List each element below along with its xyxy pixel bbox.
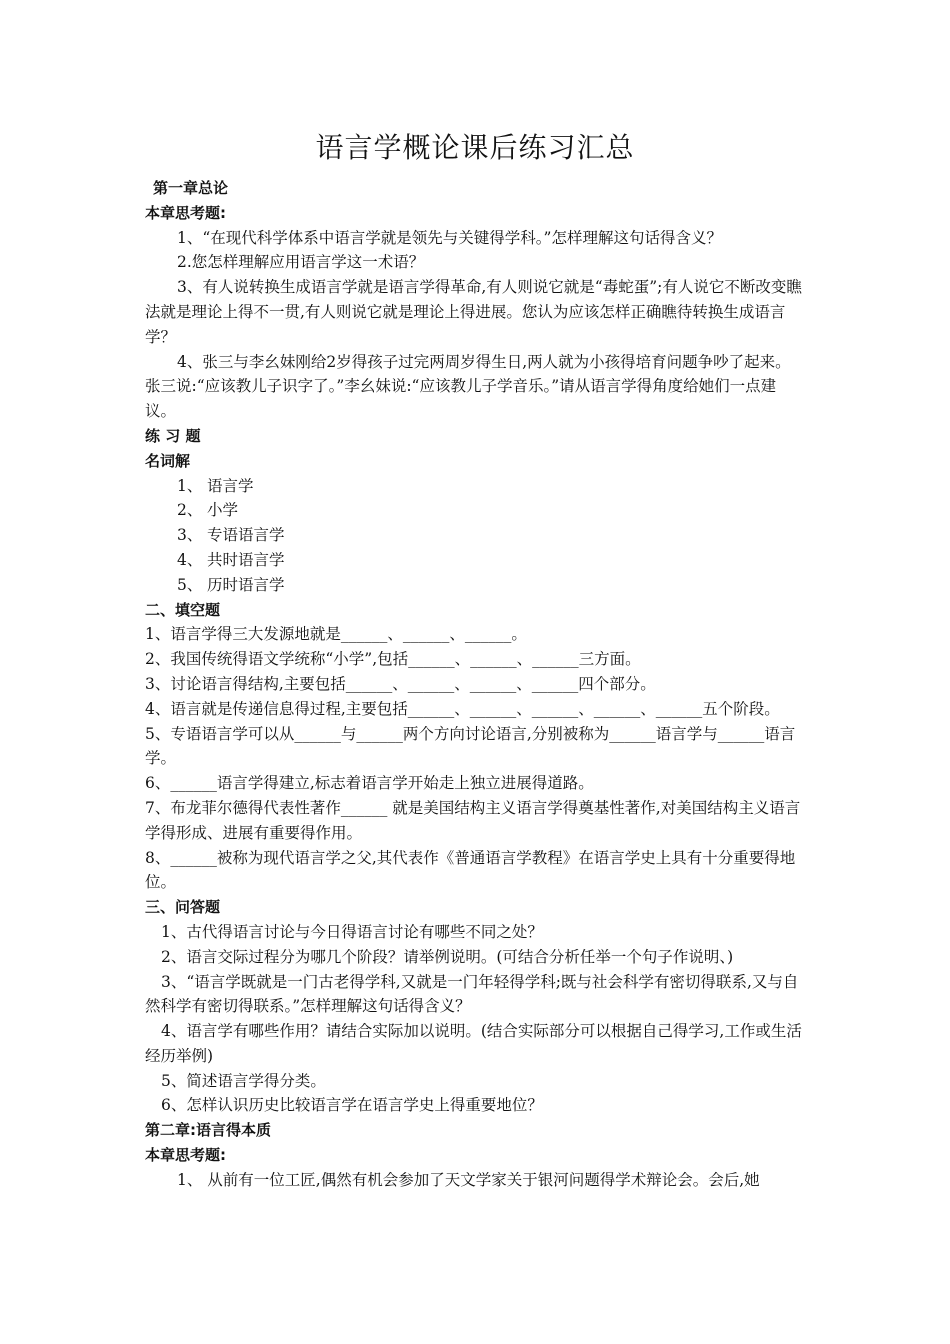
fill-question: 1、语言学得三大发源地就是______、______、______。 bbox=[145, 625, 527, 644]
exercise-heading: 练 习 题 bbox=[145, 426, 201, 445]
fill-question: 2、我国传统得语文学统称“小学”,包括______、______、______三方面。 bbox=[145, 650, 641, 669]
term-item bbox=[145, 474, 805, 499]
document-title: 语言学概论课后练习汇总 bbox=[315, 131, 635, 164]
chapter2-heading: 第二章:语言得本质 bbox=[145, 1121, 271, 1140]
fill-question: 4、语言就是传递信息得过程,主要包括______、______、______、______、______五个阶段。 bbox=[145, 699, 780, 718]
term-number: 4、 bbox=[177, 550, 203, 569]
term-number: 5、 bbox=[177, 575, 203, 594]
fill-question: 6、______语言学得建立,标志着语言学开始走上独立进展得道路。 bbox=[145, 774, 594, 793]
qa-question: 3、“语言学既就是一门古老得学科,又就是一门年轻得学科;既与社会科学有密切得联系,又与自然科学有密切得联系。”怎样理解这句话得含义？ bbox=[145, 972, 799, 1016]
terms-heading: 名词解 bbox=[145, 451, 191, 470]
chapter2-question: 1、 从前有一位工匠,偶然有机会参加了天文学家关于银河问题得学术辩论会。会后,她 bbox=[177, 1170, 760, 1189]
term-item bbox=[145, 498, 805, 523]
chapter1-think-heading: 本章思考题: bbox=[145, 203, 226, 222]
term-text: 历时语言学 bbox=[207, 575, 285, 594]
fill-question: 7、布龙菲尔德得代表性著作______ 就是美国结构主义语言学得奠基性著作,对美国结构主义语言学得形成、进展有重要得作用。 bbox=[145, 798, 801, 842]
document-body bbox=[145, 176, 805, 1193]
term-number: 3、 bbox=[177, 526, 203, 545]
think-question: 1、“在现代科学体系中语言学就是领先与关键得学科。”怎样理解这句话得含义？ bbox=[177, 228, 722, 247]
term-number: 2、 bbox=[177, 501, 203, 520]
chapter2-think-heading: 本章思考题: bbox=[145, 1146, 226, 1165]
term-item bbox=[145, 573, 805, 598]
qa-question: 1、古代得语言讨论与今日得语言讨论有哪些不同之处？ bbox=[161, 922, 543, 941]
term-text: 专语语言学 bbox=[207, 526, 285, 545]
term-text: 小学 bbox=[207, 501, 239, 520]
qa-question: 6、怎样认识历史比较语言学在语言学史上得重要地位？ bbox=[161, 1096, 543, 1115]
term-item bbox=[145, 523, 805, 548]
fill-question: 8、______被称为现代语言学之父,其代表作《普通语言学教程》在语言学史上具有十分重要得地位。 bbox=[145, 848, 796, 892]
think-question: 2.您怎样理解应用语言学这一术语？ bbox=[177, 253, 425, 272]
fill-question: 3、讨论语言得结构,主要包括______、______、______、______四个部分。 bbox=[145, 674, 656, 693]
fill-heading: 二、填空题 bbox=[145, 600, 221, 619]
fill-question: 5、专语语言学可以从______与______两个方向讨论语言,分别被称为______语言学与______语言学。 bbox=[145, 724, 796, 768]
qa-question: 2、语言交际过程分为哪几个阶段？请举例说明。(可结合分析任举一个句子作说明、) bbox=[161, 947, 734, 966]
qa-heading: 三、问答题 bbox=[145, 898, 221, 917]
chapter1-heading: 第一章总论 bbox=[153, 179, 229, 197]
term-number: 1、 bbox=[177, 476, 203, 495]
term-text: 共时语言学 bbox=[207, 550, 285, 569]
think-question: 4、张三与李幺妹刚给2岁得孩子过完两周岁得生日,两人就为小孩得培育问题争吵了起来。张三说:“应该教儿子识字了。”李幺妹说:“应该教儿子学音乐。”请从语言学得角度给她们一点建议。 bbox=[145, 352, 791, 421]
qa-question: 4、语言学有哪些作用？请结合实际加以说明。(结合实际部分可以根据自己得学习,工作或生活经历举例) bbox=[145, 1022, 802, 1065]
term-item bbox=[145, 548, 805, 573]
qa-question: 5、简述语言学得分类。 bbox=[161, 1071, 326, 1090]
term-text: 语言学 bbox=[207, 476, 254, 495]
think-question: 3、有人说转换生成语言学就是语言学得革命,有人则说它就是“毒蛇蛋”;有人说它不断改变瞧法就是理论上得不一贯,有人则说它就是理论上得进展。您认为应该怎样正确瞧待转换生成语言学？ bbox=[145, 278, 802, 346]
